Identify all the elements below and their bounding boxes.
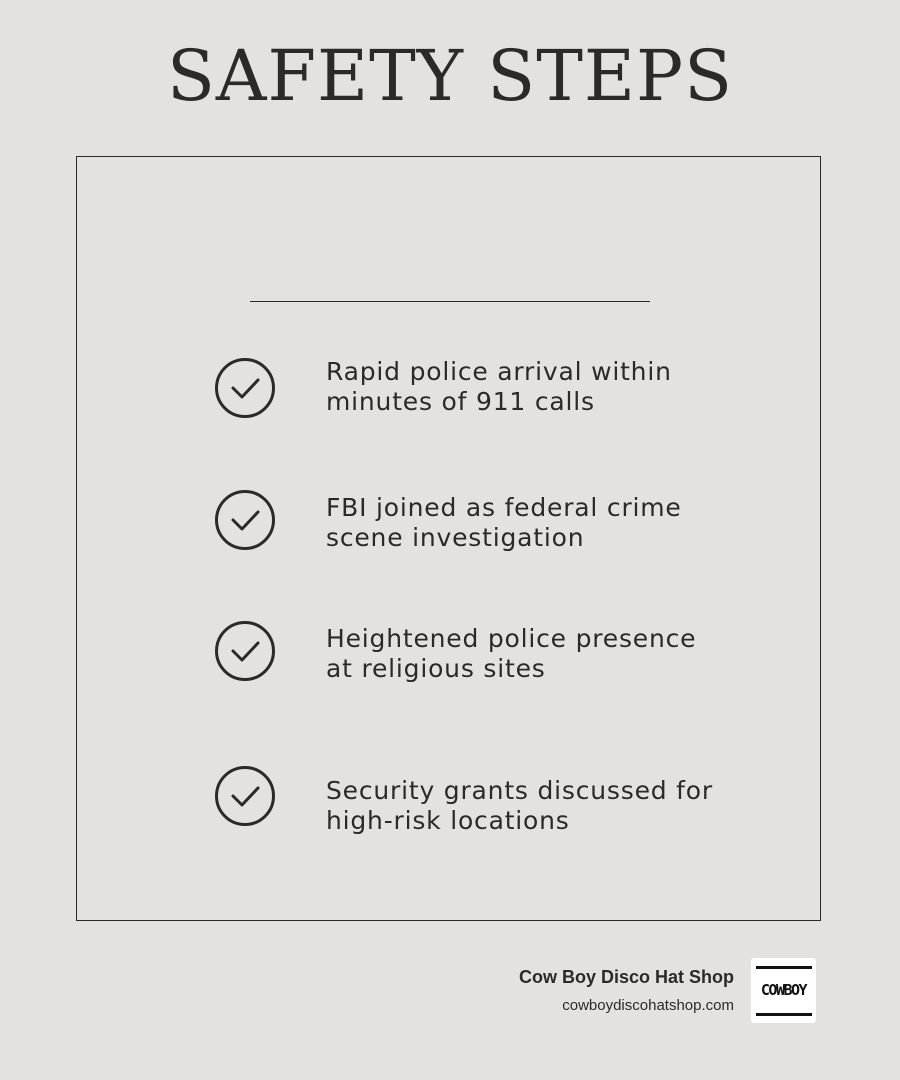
step-item <box>214 765 734 835</box>
logo-bar-bottom <box>756 1013 812 1016</box>
page-title: SAFETY STEPS <box>166 35 734 117</box>
check-circle-icon <box>214 489 276 551</box>
brand-url[interactable]: cowboydiscohatshop.com <box>562 997 734 1014</box>
logo-bar-top <box>756 966 812 969</box>
step-item <box>214 489 734 553</box>
divider <box>250 301 650 302</box>
step-text <box>326 493 736 553</box>
brand-name: Cow Boy Disco Hat Shop <box>518 967 734 987</box>
brand-logo <box>751 958 816 1023</box>
step-text-line-2: high-risk locations <box>326 806 570 835</box>
step-item <box>214 357 734 421</box>
step-text-line-2: at religious sites <box>326 654 546 683</box>
step-text <box>326 624 736 684</box>
steps-card <box>76 156 821 921</box>
step-text-line-1: FBI joined as federal crime <box>326 493 682 522</box>
check-circle-icon <box>214 765 276 827</box>
step-text-line-2: minutes of 911 calls <box>326 387 595 416</box>
step-text <box>326 776 736 836</box>
logo-text: COWBOY <box>760 981 807 999</box>
step-text-line-1: Security grants discussed for <box>326 776 713 805</box>
step-text-line-1: Heightened police presence <box>326 624 697 653</box>
step-item <box>214 620 734 684</box>
step-text-line-1: Rapid police arrival within <box>326 357 672 386</box>
check-circle-icon <box>214 357 276 419</box>
check-circle-icon <box>214 620 276 682</box>
step-text <box>326 357 736 417</box>
step-text-line-2: scene investigation <box>326 523 585 552</box>
